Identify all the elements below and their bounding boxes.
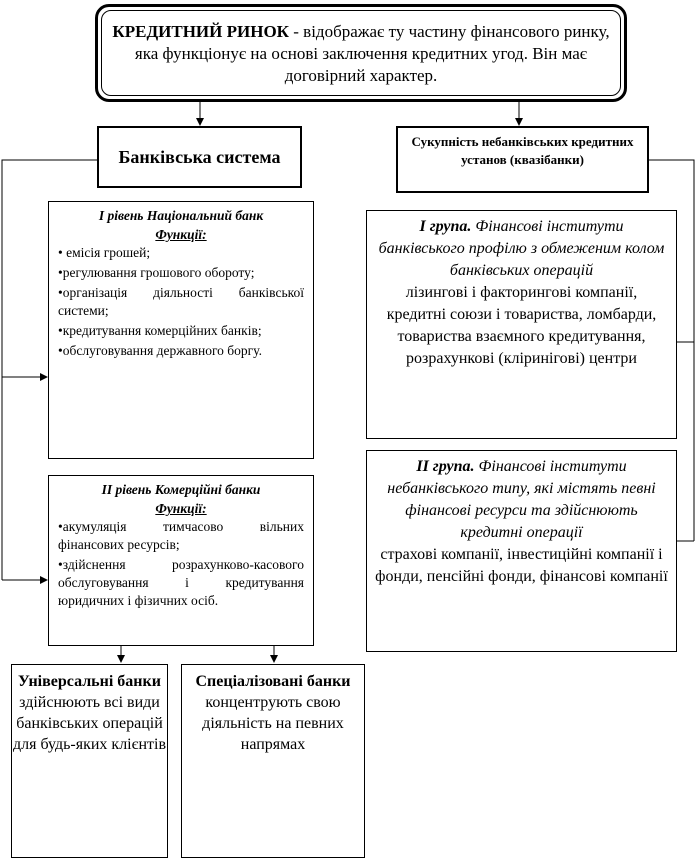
group2-heading-text: Фінансові інститути небанківського типу, які містять певні фінансові ресурси та здійснюють кредитні операції xyxy=(387,458,656,541)
level2-title: ІІ рівень Комерційні банки xyxy=(101,482,261,497)
specialized-text: концентрують свою діяльність на певних напрямах xyxy=(202,694,344,753)
function-item: •кредитування комерційних банків; xyxy=(58,323,262,338)
definition-term: КРЕДИТНИЙ РИНОК xyxy=(112,22,290,41)
nonbank-institutions-box xyxy=(396,126,649,193)
definition-body: - відображає ту частину фінансового ринку, яка функціонує на основі заключення кредитних угод. Він має договірний характер. xyxy=(134,22,610,85)
group1-label: І група. xyxy=(419,218,472,235)
group1-heading-text: Фінансові інститути банківського профілю з обмеженим колом банківських операцій xyxy=(378,218,665,279)
level2-functions-label: Функції: xyxy=(155,501,207,516)
group1-box xyxy=(366,210,677,439)
level1-national-bank xyxy=(48,201,314,459)
nonbank-label: Сукупність небанківських кредитних установ (квазібанки) xyxy=(411,134,634,167)
function-item: • емісія грошей; xyxy=(58,245,151,260)
group2-box xyxy=(366,450,677,652)
universal-text: здійснюють всі види банківських операцій для будь-яких клієнтів xyxy=(12,694,167,753)
function-item: •регулювання грошового обороту; xyxy=(58,265,255,280)
level1-title: І рівень Національний банк xyxy=(98,208,264,223)
universal-title: Універсальні банки xyxy=(18,673,161,690)
level1-functions-label: Функції: xyxy=(155,227,207,242)
group2-heading xyxy=(375,456,668,544)
function-item: •організація діяльності банківської системи; xyxy=(58,285,304,318)
group1-text: лізингові і факторингові компанії, кредитні союзи і товариства, ломбарди, товариства взаємного кредитування, розрахункові (кліринігові) центри xyxy=(386,284,657,367)
group1-heading xyxy=(375,216,668,282)
function-item: •здійснення розрахунково-касового обслуговування і кредитування юридичних і фізичних осіб. xyxy=(58,557,304,608)
specialized-banks-box xyxy=(181,664,365,858)
specialized-title: Спеціалізовані банки xyxy=(195,673,351,690)
banking-system-label: Банківська система xyxy=(118,146,281,167)
group2-text: страхові компанії, інвестиційні компанії і фонди, пенсійні фонди, фінансові компанії xyxy=(375,546,668,585)
universal-banks-box xyxy=(11,664,168,858)
credit-market-definition xyxy=(95,4,627,102)
function-item: •обслуговування державного боргу. xyxy=(58,343,262,358)
definition-text xyxy=(104,17,618,87)
banking-system-box xyxy=(97,126,302,188)
function-item: •акумуляція тимчасово вільних фінансових ресурсів; xyxy=(58,519,304,552)
group2-label: ІІ група. xyxy=(416,458,475,475)
level2-commercial-banks xyxy=(48,475,314,646)
